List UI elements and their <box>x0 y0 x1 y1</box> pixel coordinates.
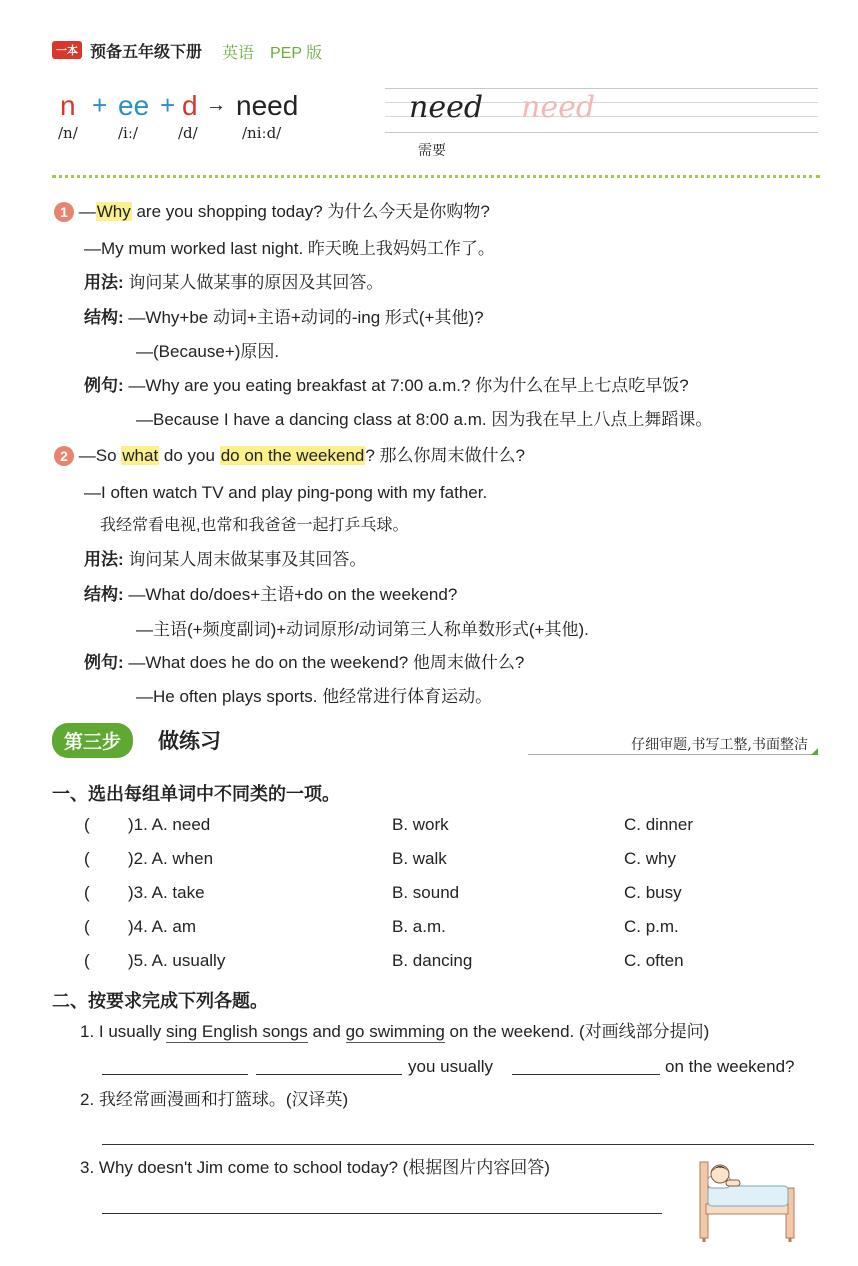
step-tag: 第三步 <box>52 723 133 758</box>
ipa-n: /n/ <box>58 124 78 142</box>
option-a: )5. A. usually <box>128 951 226 970</box>
answer-paren[interactable]: ( <box>84 951 90 970</box>
handwriting-box <box>385 88 818 136</box>
answer-paren[interactable]: ( <box>84 849 90 868</box>
answer-blank[interactable] <box>102 1074 248 1075</box>
section2-structure <box>84 585 457 605</box>
example-label: 例句: <box>84 653 124 672</box>
highlight-why: Why <box>96 202 131 221</box>
option-c: C. often <box>624 951 684 970</box>
subject: 英语 <box>222 45 255 62</box>
handwriting-word: need <box>409 90 484 125</box>
step-title: 做练习 <box>158 730 221 753</box>
answer-blank[interactable] <box>512 1074 660 1075</box>
boy-arm <box>726 1180 740 1186</box>
structure-1: —Why+be 动词+主语+动词的-ing 形式(+其他)? <box>128 308 484 327</box>
sick-boy-in-bed-illustration <box>694 1152 804 1242</box>
option-c: C. dinner <box>624 815 693 834</box>
option-b: B. walk <box>392 849 447 868</box>
part2-q1 <box>80 1022 709 1042</box>
example-label: 例句: <box>84 376 124 395</box>
step-motto: 仔细审题,书写工整,书面整洁 <box>631 737 808 753</box>
q1-fill-end: on the weekend? <box>665 1057 795 1076</box>
option-c: C. busy <box>624 883 682 902</box>
trace-word: need <box>521 90 596 125</box>
phonics-plus-2: + <box>160 90 176 120</box>
phonics-word: need <box>236 90 299 121</box>
logo-badge: 一本 <box>52 41 82 59</box>
usage-text: 询问某人周末做某事及其回答。 <box>128 550 367 569</box>
q1-text-c: on the weekend. (对画线部分提问) <box>444 1022 710 1041</box>
answer-blank[interactable] <box>256 1074 402 1075</box>
edition: PEP 版 <box>270 45 323 62</box>
option-b: B. sound <box>392 883 460 902</box>
usage-label: 用法: <box>84 550 124 569</box>
phonics-plus-1: + <box>92 90 108 120</box>
part2-q2: 2. 我经常画漫画和打篮球。(汉译英) <box>80 1090 349 1109</box>
ipa-d: /d/ <box>178 124 198 142</box>
section2-example <box>84 653 524 673</box>
ipa-ee: /iː/ <box>118 124 138 142</box>
section2-usage <box>84 550 366 570</box>
structure-1: —What do/does+主语+do on the weekend? <box>128 585 458 604</box>
q-prefix: —So <box>78 446 122 465</box>
q1-text-b: and <box>307 1022 346 1041</box>
section1-question: 1 —Why are you shopping today? 为什么今天是你购物? <box>54 202 490 222</box>
example-1: —What does he do on the weekend? 他周末做什么? <box>128 653 525 672</box>
section1-structure-2: —(Because+)原因. <box>136 342 280 361</box>
book-title: 预备五年级下册 <box>90 44 203 61</box>
option-a: )2. A. when <box>128 849 214 868</box>
structure-label: 结构: <box>84 585 124 604</box>
blanket <box>708 1186 788 1206</box>
phonics-n: n <box>60 90 76 121</box>
section1-usage <box>84 273 383 293</box>
section2-structure-2: —主语(+频度副词)+动词原形/动词第三人称单数形式(+其他). <box>136 620 589 639</box>
structure-label: 结构: <box>84 308 124 327</box>
number-badge: 1 <box>54 202 74 222</box>
q1-text-a: 1. I usually <box>80 1022 166 1041</box>
section1-example <box>84 376 689 396</box>
option-b: B. dancing <box>392 951 473 970</box>
number-badge: 2 <box>54 446 74 466</box>
arrow-icon: → <box>206 94 226 116</box>
corner-triangle-icon <box>811 748 818 755</box>
part2-title: 二、按要求完成下列各题。 <box>52 991 268 1011</box>
option-a: )4. A. am <box>128 917 197 936</box>
option-c: C. p.m. <box>624 917 679 936</box>
section2-answer-en: —I often watch TV and play ping-pong with my father. <box>84 483 488 502</box>
option-a: )1. A. need <box>128 815 211 834</box>
answer-line[interactable] <box>102 1213 662 1214</box>
section2-answer-cn: 我经常看电视,也常和我爸爸一起打乒乓球。 <box>100 517 409 534</box>
boy-head <box>711 1165 729 1183</box>
part1-title: 一、选出每组单词中不同类的一项。 <box>52 784 340 804</box>
answer-paren[interactable]: ( <box>84 815 90 834</box>
option-b: B. a.m. <box>392 917 446 936</box>
usage-label: 用法: <box>84 273 124 292</box>
bed-headboard <box>700 1162 708 1238</box>
option-a: )3. A. take <box>128 883 205 902</box>
question-rest: are you shopping today? 为什么今天是你购物? <box>131 202 490 221</box>
answer-line[interactable] <box>102 1144 814 1145</box>
phonics-ee: ee <box>118 90 150 121</box>
answer-paren[interactable]: ( <box>84 883 90 902</box>
divider <box>52 175 820 178</box>
example-1: —Why are you eating breakfast at 7:00 a.m.? 你为什么在早上七点吃早饭? <box>128 376 689 395</box>
highlight-weekend: do on the weekend <box>220 446 365 465</box>
section2-example-2: —He often plays sports. 他经常进行体育运动。 <box>136 687 493 706</box>
phonics-d: d <box>182 90 198 121</box>
q1-underlined-1: sing English songs <box>166 1022 308 1041</box>
q1-fill-mid: you usually <box>408 1057 494 1076</box>
section1-example-2: —Because I have a dancing class at 8:00 a.m. 因为我在早上八点上舞蹈课。 <box>136 410 713 429</box>
answer-paren[interactable]: ( <box>84 917 90 936</box>
step-header <box>52 722 818 758</box>
section1-structure <box>84 308 484 328</box>
part2-q3: 3. Why doesn't Jim come to school today? (根据图片内容回答) <box>80 1158 550 1177</box>
section1-answer: —My mum worked last night. 昨天晚上我妈妈工作了。 <box>84 239 495 258</box>
meaning: 需要 <box>418 143 446 159</box>
highlight-what: what <box>122 446 159 465</box>
q-mid: do you <box>159 446 220 465</box>
section2-question <box>54 446 525 466</box>
ipa-need: /niːd/ <box>242 124 282 142</box>
option-b: B. work <box>392 815 449 834</box>
option-c: C. why <box>624 849 676 868</box>
q-rest: ? 那么你周末做什么? <box>365 446 525 465</box>
usage-text: 询问某人做某事的原因及其回答。 <box>128 273 384 292</box>
q1-underlined-2: go swimming <box>345 1022 445 1041</box>
